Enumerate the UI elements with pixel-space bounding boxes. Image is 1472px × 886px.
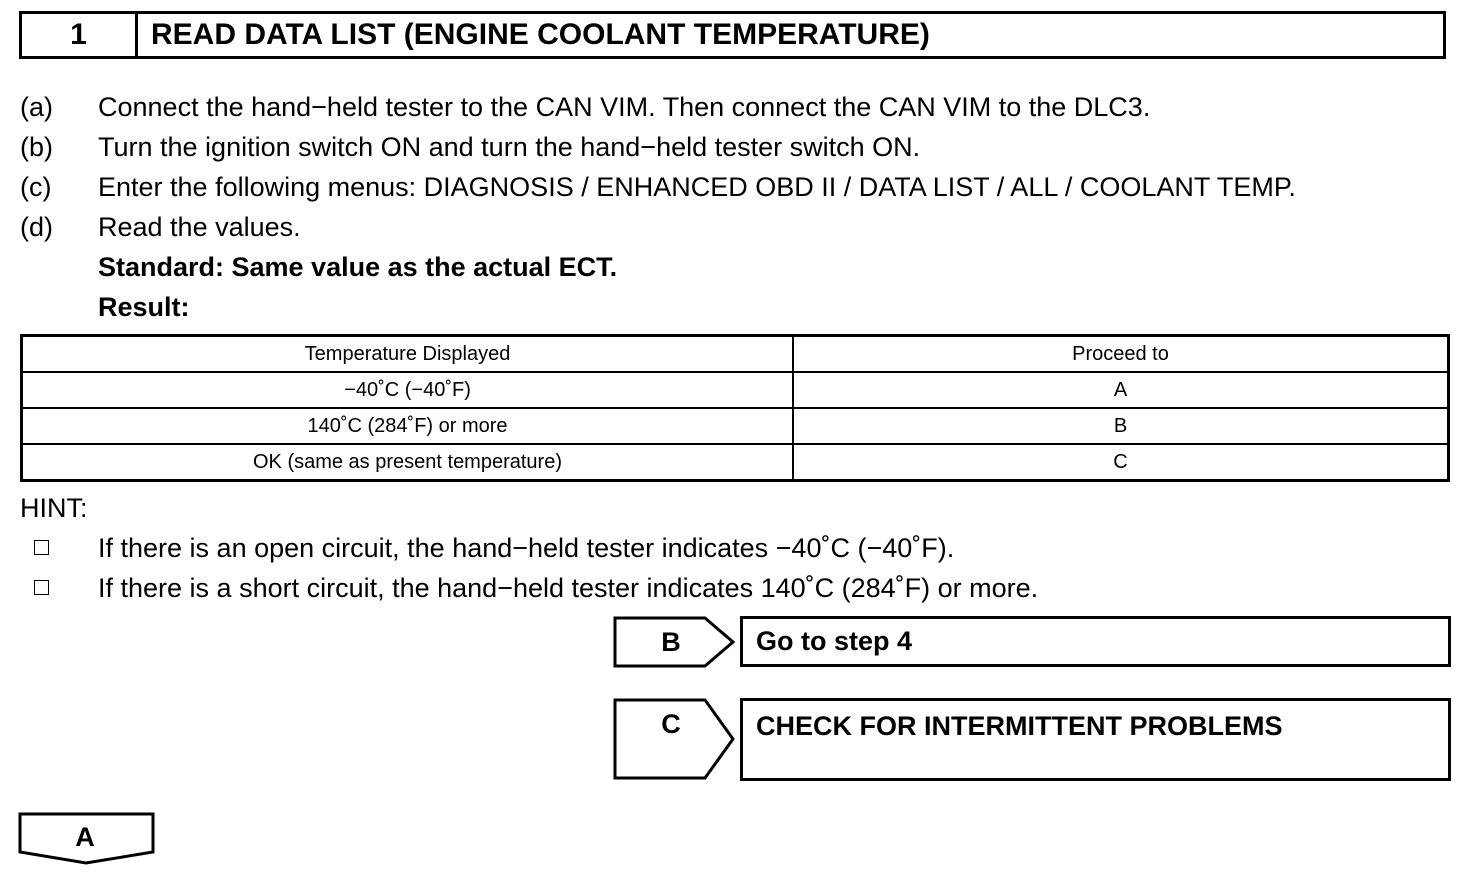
procedure-label: (c) <box>20 172 52 202</box>
hint-text: If there is a short circuit, the hand−held tester indicates 140˚C (284˚F) or more. <box>98 573 1039 603</box>
table-cell: OK (same as present temperature) <box>22 444 794 481</box>
result-label: Result: <box>98 292 190 322</box>
procedure-text: Read the values. <box>98 212 301 242</box>
result-c-label: C <box>661 709 681 739</box>
procedure-label: (a) <box>20 92 53 122</box>
procedure-text: Enter the following menus: DIAGNOSIS / ENHANCED OBD II / DATA LIST / ALL / COOLANT TEMP. <box>98 172 1296 202</box>
result-b-label: B <box>661 627 681 657</box>
table-header: Temperature Displayed <box>22 336 794 373</box>
hint-item <box>20 568 1038 608</box>
checkbox-bullet-icon <box>34 580 49 595</box>
table-cell: B <box>793 408 1449 444</box>
table-cell: A <box>793 372 1449 408</box>
procedure-item <box>20 167 1296 207</box>
step-header <box>19 11 1446 59</box>
result-table <box>20 334 1450 482</box>
step-title: READ DATA LIST (ENGINE COOLANT TEMPERATURE) <box>151 18 930 51</box>
table-row <box>22 372 1449 408</box>
check-intermittent-problems-box[interactable]: CHECK FOR INTERMITTENT PROBLEMS <box>740 698 1451 781</box>
go-to-step-4-box[interactable]: Go to step 4 <box>740 616 1451 667</box>
standard-text: Standard: Same value as the actual ECT. <box>98 252 618 282</box>
hint-text: If there is an open circuit, the hand−held tester indicates −40˚C (−40˚F). <box>98 533 955 563</box>
hint-item <box>20 528 954 568</box>
checkbox-bullet-icon <box>34 540 49 555</box>
table-row <box>22 408 1449 444</box>
table-cell: C <box>793 444 1449 481</box>
table-cell: 140˚C (284˚F) or more <box>22 408 794 444</box>
table-header-row <box>22 336 1449 373</box>
procedure-item <box>20 87 1150 127</box>
procedure-item <box>20 127 920 167</box>
procedure-label: (d) <box>20 212 53 242</box>
table-cell: −40˚C (−40˚F) <box>22 372 794 408</box>
table-row <box>22 444 1449 481</box>
step-number: 1 <box>22 14 138 56</box>
procedure-item <box>20 207 301 247</box>
result-a-label[interactable]: A <box>75 822 95 852</box>
procedure-text: Connect the hand−held tester to the CAN VIM. Then connect the CAN VIM to the DLC3. <box>98 92 1151 122</box>
procedure-text: Turn the ignition switch ON and turn the hand−held tester switch ON. <box>98 132 921 162</box>
procedure-label: (b) <box>20 132 53 162</box>
table-header: Proceed to <box>793 336 1449 373</box>
hint-title: HINT: <box>20 493 88 523</box>
